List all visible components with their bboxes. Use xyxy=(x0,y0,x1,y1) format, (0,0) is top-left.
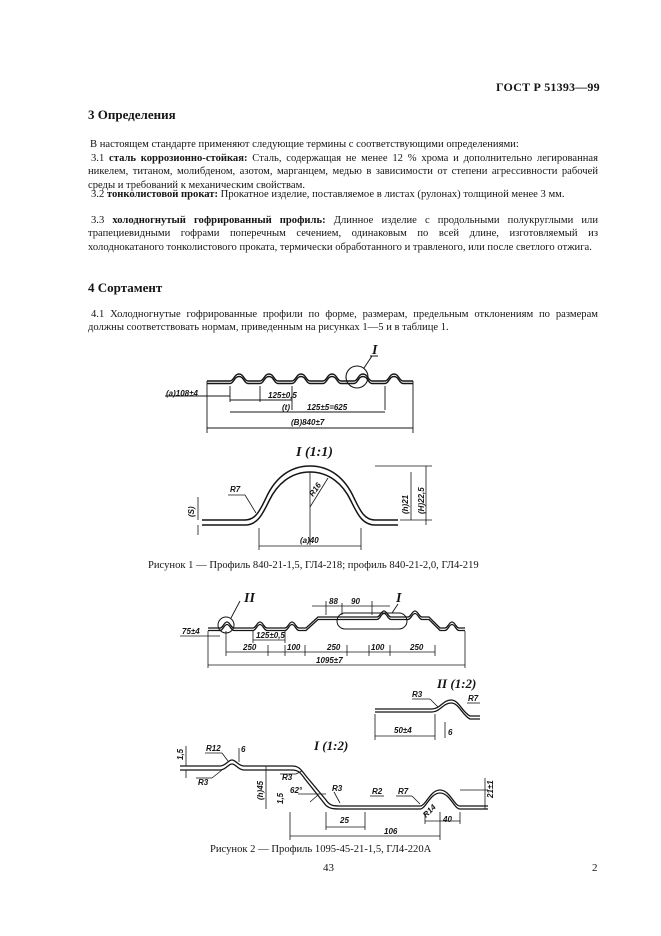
detail-2-r7: R7 xyxy=(468,694,479,703)
detail-1-2-r3a: R3 xyxy=(198,778,209,787)
page-number-right: 2 xyxy=(592,862,598,874)
definition-text: Длинное изделие с продольными полукруглыми или трапециевидными гофрами поперечным сечением, одинаковым по всей длине, изготовляемый из холоднокатаного тонколистового проката, термически обработанного и травленого, или после светлого отжига. xyxy=(88,215,599,253)
detail-1-2-dim-25: 25 xyxy=(340,816,349,825)
detail-1-2-r3b: R3 xyxy=(282,773,293,782)
detail-1-2-dim-21: 21±1 xyxy=(486,780,495,798)
detail-1-s: (S) xyxy=(187,506,196,517)
figure-1-callout-label: I xyxy=(372,343,378,358)
dim-250-b: 250 xyxy=(327,643,341,652)
detail-1-2-r14: R14 xyxy=(421,802,438,820)
detail-1-a40: (a)40 xyxy=(300,536,319,545)
section-3-intro: В настоящем стандарте применяют следующие термины с соответствующими определениями: xyxy=(90,139,519,150)
dim-b-840: (B)840±7 xyxy=(291,418,325,427)
section-4-paragraph: 4.1 Холодногнутые гофрированные профили по форме, размерам, предельным отклонениям по размерам должны соответствовать нормам, приведенным на рисунках 1—5 и в таблице 1. xyxy=(88,309,598,334)
detail-1-2-dim-1-5a: 1,5 xyxy=(176,748,185,760)
detail-1-h21: (h)21 xyxy=(401,494,410,514)
figure-1-caption: Рисунок 1 — Профиль 840-21-1,5, ГЛ4-218; профиль 840-21-2,0, ГЛ4-219 xyxy=(148,560,479,571)
dim-span-625: 125±5=625 xyxy=(307,403,348,412)
definition-term: сталь коррозионно-стойкая: xyxy=(109,153,248,164)
section-4-heading: 4 Сортамент xyxy=(88,280,163,295)
page-number-center: 43 xyxy=(323,862,334,874)
definition-number: 3.2 xyxy=(91,189,107,200)
definition-term: тонколистовой прокат: xyxy=(106,189,219,200)
dim-100-a: 100 xyxy=(287,643,301,652)
detail-1-r16: R16 xyxy=(307,480,324,499)
detail-1-h22-5: (H)22,5 xyxy=(417,487,426,514)
definition-number: 3.3 xyxy=(91,215,113,226)
detail-1-2-r3c: R3 xyxy=(332,784,343,793)
detail-1-2-dim-6: 6 xyxy=(241,745,246,754)
definition-text: Прокатное изделие, поставляемое в листах (рулонах) толщиной менее 3 мм. xyxy=(218,189,565,200)
detail-1-2-dim-106: 106 xyxy=(384,827,398,836)
detail-1-r7: R7 xyxy=(230,485,241,494)
dim-a-108: (a)108±4 xyxy=(166,389,198,398)
detail-1-2-dim-40: 40 xyxy=(443,815,452,824)
detail-1-2-angle: 62° xyxy=(290,786,303,795)
detail-1-title: I (1:1) xyxy=(296,445,333,460)
dim-250-a: 250 xyxy=(243,643,257,652)
dim-88: 88 xyxy=(329,597,338,606)
dim-pitch-125: 125±0,5 xyxy=(256,631,285,640)
dim-90: 90 xyxy=(351,597,360,606)
detail-2-title: II (1:2) xyxy=(437,676,477,691)
dim-t: (t) xyxy=(282,403,290,412)
detail-1-callout-oval xyxy=(337,613,407,629)
figure-2-callout-2: II xyxy=(244,591,255,606)
detail-1-2-title: I (1:2) xyxy=(314,738,349,753)
detail-2-dim-6: 6 xyxy=(448,728,453,737)
detail-1-2-r12: R12 xyxy=(206,744,221,753)
figure-2-caption: Рисунок 2 — Профиль 1095-45-21-1,5, ГЛ4-220А xyxy=(210,844,432,855)
dim-1095: 1095±7 xyxy=(316,656,343,665)
dim-pitch-125: 125±0,5 xyxy=(268,391,297,400)
dim-250-c: 250 xyxy=(410,643,424,652)
detail-1-2-r2: R2 xyxy=(372,787,383,796)
dim-75: 75±4 xyxy=(182,627,200,636)
definition-number: 3.1 xyxy=(91,153,110,164)
section-3-heading: 3 Определения xyxy=(88,107,176,122)
figure-2-callout-1: I xyxy=(396,591,402,606)
detail-1-2-h45: (h)45 xyxy=(256,780,265,800)
detail-1-2-dim-1-5b: 1,5 xyxy=(276,792,285,804)
detail-1-2-r7: R7 xyxy=(398,787,409,796)
definition-term: холодногнутый гофрированный профиль: xyxy=(112,215,326,226)
detail-2-dim-50: 50±4 xyxy=(394,726,412,735)
detail-2-r3: R3 xyxy=(412,690,423,699)
dim-100-b: 100 xyxy=(371,643,385,652)
definition-text: Сталь, содержащая не менее 12 % хрома и дополнительно легированная никелем, титаном, молибденом, азотом, марганцем, медью в зависимости от степени агрессивности рабочей среды и требований к механическим свойствам. xyxy=(88,153,598,191)
standard-designation: ГОСТ Р 51393—99 xyxy=(496,80,600,94)
